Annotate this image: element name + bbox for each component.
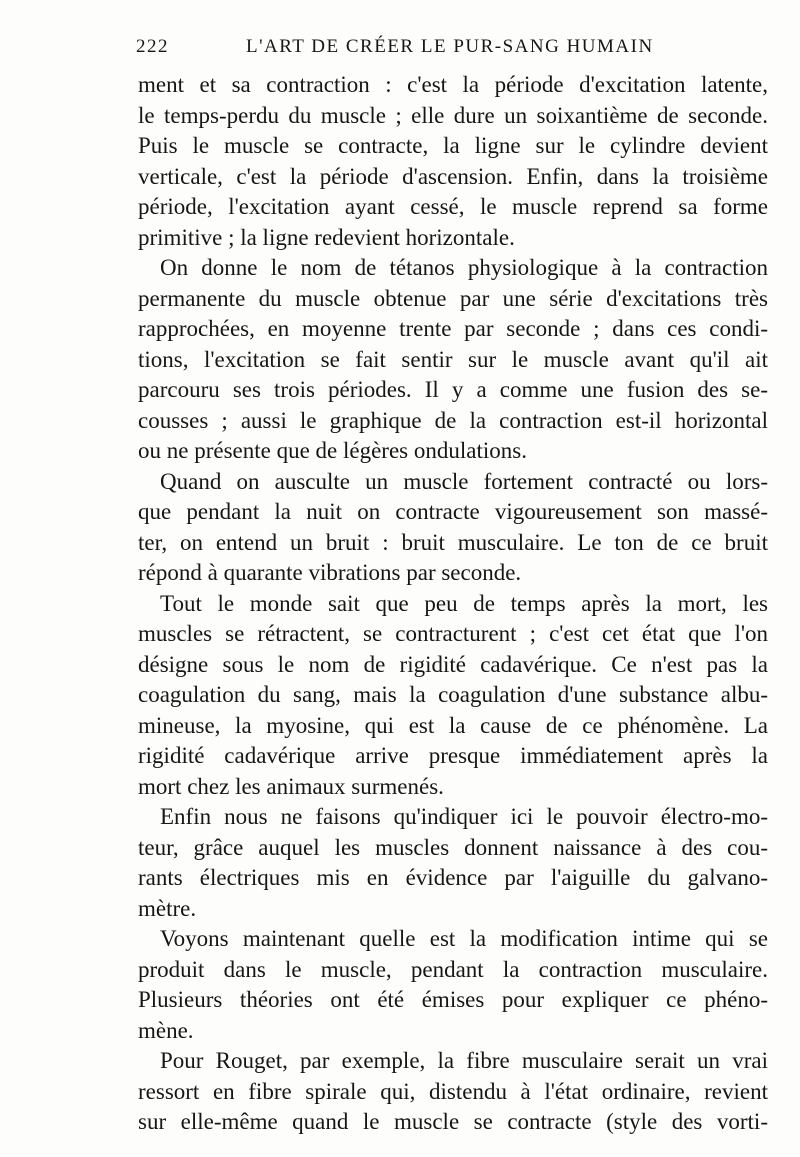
page-number: 222 <box>136 36 169 57</box>
text-line: mineuse, la myosine, qui est la cause de ce phénomène. La <box>138 712 768 738</box>
text-line: coagulation du sang, mais la coagulation d'une substance albu- <box>138 682 768 707</box>
text-line: Plusieurs théories ont été émises pour expliquer ce phéno- <box>138 987 768 1012</box>
text-line: tions, l'excitation se fait sentir sur le muscle avant qu'il ait <box>138 346 768 372</box>
text-line: le temps-perdu du muscle ; elle dure un soixantième de seconde. <box>138 102 768 128</box>
text-line: parcouru ses trois périodes. Il y a comme une fusion des se- <box>138 377 768 402</box>
text-line: ou ne présente que de légères ondulations. <box>138 438 527 463</box>
text-line: période, l'excitation ayant cessé, le muscle reprend sa forme <box>138 194 768 219</box>
running-head <box>136 30 666 60</box>
text-line: répond à quarante vibrations par seconde. <box>138 560 522 585</box>
text-line: Quand on ausculte un muscle fortement contracté ou lors- <box>160 468 768 494</box>
text-line: rapprochées, en moyenne trente par seconde ; dans ces condi- <box>138 316 768 341</box>
text-line: désigne sous le nom de rigidité cadavérique. Ce n'est pas la <box>138 651 768 677</box>
paragraph <box>138 802 768 924</box>
text-line: sur elle-même quand le muscle se contracte (style des vorti- <box>138 1109 768 1134</box>
running-title: L'ART DE CRÉER LE PUR-SANG HUMAIN <box>246 36 654 57</box>
text-line: Voyons maintenant quelle est la modification intime qui se <box>160 926 768 951</box>
paragraph <box>138 924 768 1046</box>
paragraph <box>138 1046 768 1138</box>
text-line: ment et sa contraction : c'est la période d'excitation latente, <box>138 72 768 97</box>
text-line: teur, grâce auquel les muscles donnent naissance à des cou- <box>138 834 768 860</box>
text-line: Pour Rouget, par exemple, la fibre musculaire serait un vrai <box>160 1048 768 1073</box>
paragraph <box>138 589 768 803</box>
text-line: ressort en fibre spirale qui, distendu à l'état ordinaire, revient <box>138 1078 768 1104</box>
text-line: ter, on entend un bruit : bruit musculaire. Le ton de ce bruit <box>138 529 768 555</box>
text-line: cousses ; aussi le graphique de la contraction est-il horizontal <box>138 407 768 433</box>
body-text <box>138 70 768 1138</box>
text-line: permanente du muscle obtenue par une série d'excitations très <box>138 285 768 311</box>
text-line: muscles se rétractent, se contracturent ; c'est cet état que l'on <box>138 621 768 646</box>
text-line: verticale, c'est la période d'ascension. Enfin, dans la troisième <box>138 163 768 189</box>
text-line: mort chez les animaux surmenés. <box>138 773 444 799</box>
paragraph <box>138 70 768 253</box>
text-line: mène. <box>138 1017 194 1043</box>
text-line: rigidité cadavérique arrive presque immédiatement après la <box>138 743 768 768</box>
text-line: primitive ; la ligne redevient horizontale. <box>138 224 515 250</box>
text-line: Tout le monde sait que peu de temps après la mort, les <box>160 590 768 616</box>
paragraph <box>138 253 768 467</box>
text-line: Puis le muscle se contracte, la ligne sur le cylindre devient <box>138 133 768 158</box>
text-line: Enfin nous ne faisons qu'indiquer ici le pouvoir électro-mo- <box>160 804 768 829</box>
paragraph <box>138 467 768 589</box>
text-line: que pendant la nuit on contracte vigoureusement son massé- <box>138 499 768 524</box>
text-line: rants électriques mis en évidence par l'aiguille du galvano- <box>138 865 768 890</box>
text-line: mètre. <box>138 895 197 921</box>
text-line: On donne le nom de tétanos physiologique à la contraction <box>160 255 768 280</box>
text-line: produit dans le muscle, pendant la contraction musculaire. <box>138 956 768 982</box>
